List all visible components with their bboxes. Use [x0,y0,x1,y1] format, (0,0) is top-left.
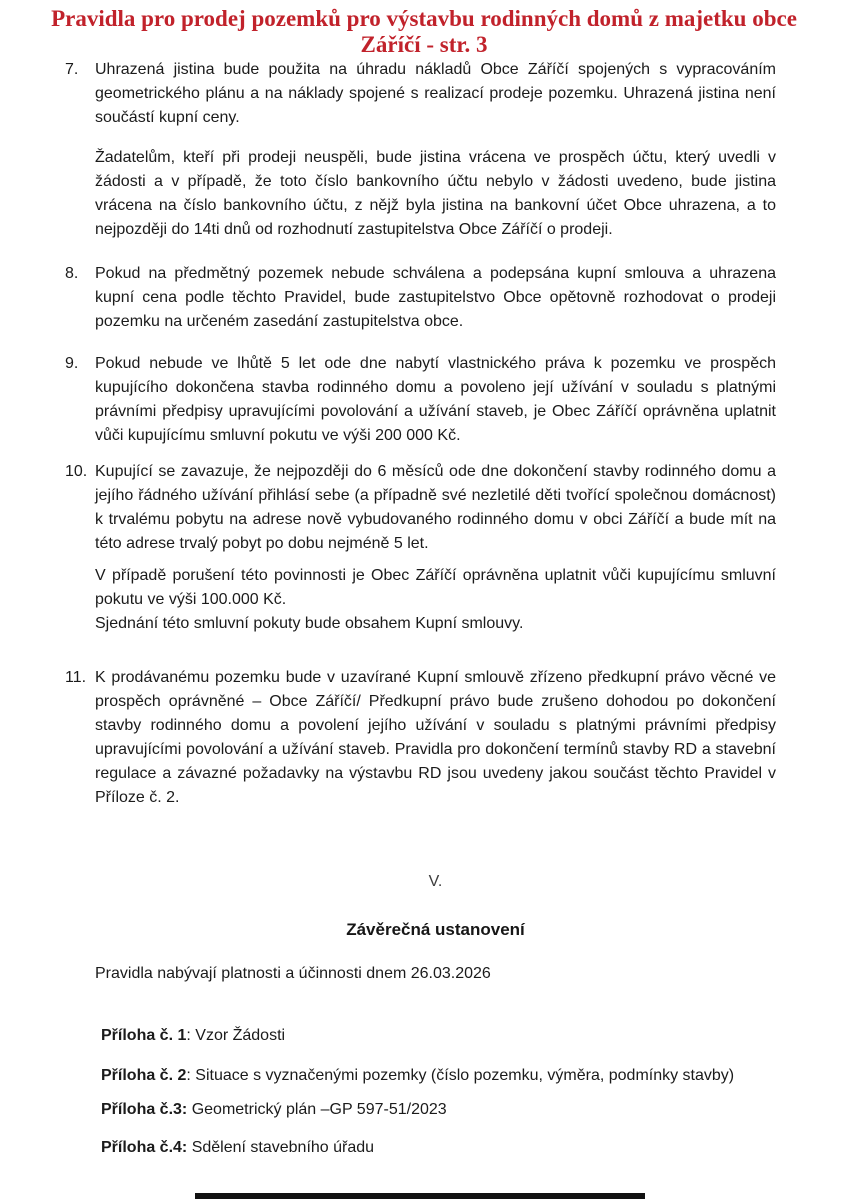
attachment-item-4 [95,1136,751,1160]
attachment-text: : Situace s vyznačenými pozemky (číslo pozemku, výměra, podmínky stavby) [186,1067,735,1084]
attachment-label: Příloha č.3: [101,1101,188,1118]
attachments-list [95,1024,776,1160]
attachment-item-1 [95,1024,751,1048]
paragraph: Sjednání této smluvní pokuty bude obsahem Kupní smlouvy. [95,615,524,632]
attachment-item-2 [95,1064,751,1088]
paragraph: K prodávanému pozemku bude v uzavírané Kupní smlouvě zřízeno předkupní právo věcné ve prospěch oprávněné – Obce Záříčí/ Předkupní právo bude zrušeno dohodou po dokončení stavby rodinného domu a povolení jejího užívání v souladu s platnými právními předpisy upravujícími povolování a užívání staveb. Pravidla pro dokončení termínů stavby RD a stavební regulace a závazné požadavky na výstavbu RD jsou uvedeny jakou součást těchto Pravidel v Příloze č. 2. [95,669,776,806]
effective-date-line: Pravidla nabývají platnosti a účinnosti dnem 26.03.2026 [95,965,491,982]
list-item-7 [65,58,776,242]
paragraph: Kupující se zavazuje, že nejpozději do 6 měsíců ode dne dokončení stavby rodinného domu a jejího řádného užívání přihlásí sebe (a případně své nezletilé děti tvořící společnou domácnost) k trvalému pobytu na adrese nově vybudovaného rodinného domu v obci Záříčí a bude mít na této adrese trvalý pobyt po dobu nejméně 5 let. [95,463,776,552]
list-item-10 [65,460,776,636]
list-item-number: 10. [65,463,88,480]
list-item-body [95,352,776,448]
list-item-body [95,666,776,810]
page-title [18,6,830,58]
list-item-9 [65,352,776,448]
paragraph: Pokud nebude ve lhůtě 5 let ode dne nabytí vlastnického práva k pozemku ve prospěch kupujícího dokončena stavba rodinného domu a povoleno její užívání v souladu s platnými právními předpisy upravujícími povolování a užívání staveb, je Obec Záříčí oprávněna uplatnit vůči kupujícímu smluvní pokutu ve výši 200 000 Kč. [95,355,776,444]
attachment-item-3 [95,1098,751,1122]
scan-artifact-bar [195,1193,645,1199]
attachment-text: : Vzor Žádosti [186,1027,286,1044]
paragraph: V případě porušení této povinnosti je Obec Záříčí oprávněna uplatnit vůči kupujícímu smluvní pokutu ve výši 100.000 Kč. [95,567,776,608]
attachment-label: Příloha č. 2 [101,1067,187,1084]
list-item-number: 11. [65,669,87,686]
attachment-label: Příloha č.4: [101,1139,188,1156]
closing-heading: Závěrečná ustanovení [346,920,525,939]
list-item-body [95,262,776,334]
list-item-body [95,58,776,242]
page-title-line2: Záříčí - str. 3 [360,32,488,57]
paragraph: Pokud na předmětný pozemek nebude schválena a podepsána kupní smlouva a uhrazena kupní cena podle těchto Pravidel, bude zastupitelstvo Obce opětovně rozhodovat o prodeji pozemku na určeném zasedání zastupitelstva obce. [95,265,776,330]
paragraph: Uhrazená jistina bude použita na úhradu nákladů Obce Záříčí spojených s vypracováním geometrického plánu a na náklady spojené s realizací prodeje pozemku. Uhrazená jistina není součástí kupní ceny. [95,61,776,126]
attachment-text: Sdělení stavebního úřadu [187,1139,375,1156]
attachment-label: Příloha č. 1 [101,1027,187,1044]
document-body [65,58,776,1160]
page-title-line1: Pravidla pro prodej pozemků pro výstavbu rodinných domů z majetku obce [51,6,797,31]
list-item-8 [65,262,776,334]
list-item-number: 7. [65,61,79,78]
section-numeral: V. [428,873,443,890]
list-item-number: 9. [65,355,79,372]
list-item-11 [65,666,776,810]
list-item-body [95,460,776,636]
paragraph: Žadatelům, kteří při prodeji neuspěli, bude jistina vrácena ve prospěch účtu, který uvedli v žádosti a v případě, že toto číslo bankovního účtu nebylo v žádosti uvedeno, bude jistina vrácena na číslo bankovního účtu, z nějž byla jistina na bankovní účet Obce uhrazena, a to nejpozději do 14ti dnů od rozhodnutí zastupitelstva Obce Záříčí o prodeji. [95,149,776,238]
list-item-number: 8. [65,265,79,282]
attachment-text: Geometrický plán –GP 597-51/2023 [187,1101,447,1118]
